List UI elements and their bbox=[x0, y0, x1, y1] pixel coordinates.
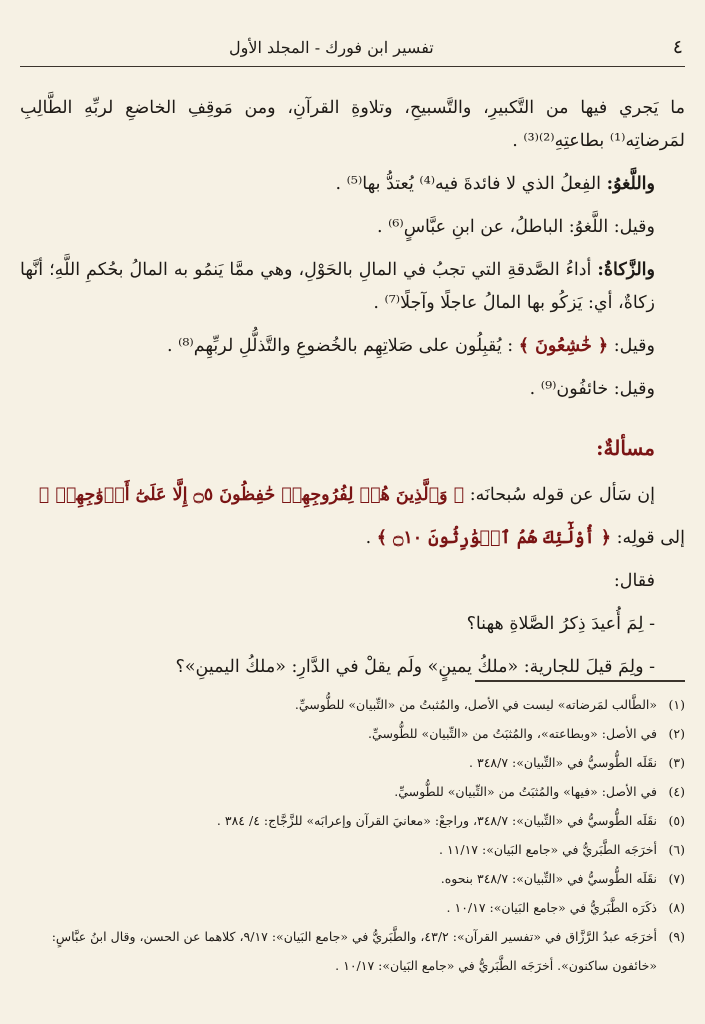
footnote bbox=[20, 777, 685, 806]
footnote-text: أخرَجَه الطَّبَريُّ في «جامع البَيان»: ١١/١٧ . bbox=[438, 842, 657, 857]
question-intro: إن سَأل عن قوله سُبحانَه: bbox=[464, 485, 655, 505]
footnote-text: في الأصل: «وبطاعته»، والمُثبَتُ من «التِّبيان» للطُّوسيِّ. bbox=[368, 726, 657, 741]
footnote-number: (٧) bbox=[668, 871, 685, 886]
header-rule bbox=[20, 66, 685, 67]
footnote bbox=[20, 835, 685, 864]
footnote-rule bbox=[475, 680, 685, 682]
footnote-number: (٩) bbox=[668, 929, 685, 944]
paragraph-khaifun: وقيل: خائفُون⁽⁹⁾ . bbox=[529, 379, 655, 399]
question-item-2: - ولِمَ قيلَ للجارية: «ملكُ يمينٍ» ولَم يقلْ في الدَّارِ: «ملكُ اليمينِ»؟ bbox=[175, 657, 655, 677]
footnote-text: «الطَّالب لمَرضاته» ليست في الأصل، والمُثبتُ من «التِّبيان» للطُّوسيِّ. bbox=[294, 697, 657, 712]
footnote bbox=[20, 806, 685, 835]
paragraph-laghw-alt: وقيل: اللَّغوُ: الباطلُ، عن ابنِ عبَّاسٍ⁽⁶⁾ . bbox=[376, 217, 655, 237]
paragraph-zakat bbox=[20, 254, 685, 320]
paragraph-khashiun bbox=[20, 330, 685, 363]
paragraph-laghw bbox=[20, 168, 685, 201]
question-end-mark: . bbox=[365, 528, 377, 548]
running-header-title: تفسير ابن فورك - المجلد الأول bbox=[229, 38, 434, 57]
question-line-2 bbox=[20, 522, 685, 555]
paragraph-prayer-meaning: ما يَجري فيها من التَّكبيرِ، والتَّسبيحِ، وتلاوةِ القرآنِ، ومن مَوقِفِ الخاضعِ لربِّهِ الطَّالِبِ لمَرضاتِه⁽¹⁾ بطاعتِهِ⁽²⁾⁽³⁾ . bbox=[20, 98, 685, 151]
verse-furujihim: ﴿ وَٱلَّذِينَ هُمۡ لِفُرُوجِهِمۡ حَٰفِظُونَ ۝٥ إِلَّا عَلَىٰٓ أَزۡوَٰجِهِمۡ ﴾ bbox=[38, 485, 465, 505]
footnote-number: (٣) bbox=[668, 755, 685, 770]
footnote bbox=[20, 719, 685, 748]
footnote-text: في الأصل: «فيها» والمُثبَتُ من «التِّبيان» للطُّوسيِّ. bbox=[394, 784, 657, 799]
footnote-number: (٢) bbox=[668, 726, 685, 741]
footnote-number: (٤) bbox=[668, 784, 685, 799]
footnote-number: (١) bbox=[668, 697, 685, 712]
khashiun-explanation: : يُقبِلُون على صَلاتِهِم بالخُضوعِ والتَّذلُّلِ لربِّهِم⁽⁸⁾ . bbox=[166, 336, 519, 356]
question-line-1 bbox=[20, 479, 685, 512]
question-continuation: إلى قولِه: bbox=[611, 528, 685, 548]
verse-warithun: ﴿ أُوْلَٰٓئِكَ هُمُ ٱلۡوَٰرِثُونَ ۝١٠ ﴾ bbox=[376, 528, 612, 548]
term-zakat: والزَّكاةُ: bbox=[597, 260, 655, 280]
footnote bbox=[20, 893, 685, 922]
page-number: ٤ bbox=[672, 36, 683, 58]
footnote bbox=[20, 690, 685, 719]
footnote-text: نقَلَه الطُّوسيُّ في «التِّبيان»: ٣٤٨/٧ . bbox=[469, 755, 657, 770]
footnote bbox=[20, 748, 685, 777]
khashiun-intro: وقيل: bbox=[608, 336, 655, 356]
zakat-definition: أداءُ الصَّدقةِ التي تجبُ في المالِ بالحَوْلِ، وهي ممَّا يَنمُو به المالُ بحُكمِ اللَّهِ؛ أنَّها زكاةٌ، أي: يَزكُو بها المالُ عاجلًا وآجلًا⁽⁷⁾ . bbox=[20, 260, 655, 313]
footnote-text: نقَلَه الطُّوسيُّ في «التِّبيان»: ٣٤٨/٧ بنحوه. bbox=[440, 871, 657, 886]
main-text bbox=[20, 92, 685, 694]
footnote bbox=[20, 864, 685, 893]
footnote-text: أخرَجَه عبدُ الرَّزَّاق في «تفسير القرآن»: ٤٣/٢، والطَّبَريُّ في «جامع البَيان»: ٩/١٧، كلاهما عن الحسن، وقال ابنُ عبَّاسٍ: «خائفون ساكنون». أخرَجَه الطَّبَريُّ في «جامع البَيان»: ١٠/١٧ . bbox=[51, 929, 657, 973]
footnote-number: (٨) bbox=[668, 900, 685, 915]
verse-khashiun: ﴿ خَٰشِعُونَ ﴾ bbox=[518, 336, 609, 356]
laghw-definition: الفِعلُ الذي لا فائدةَ فيه⁽⁴⁾ يُعتدُّ بها⁽⁵⁾ . bbox=[335, 174, 607, 194]
footnotes bbox=[20, 690, 685, 980]
footnote-text: ذكَرَه الطَّبَريُّ في «جامع البَيان»: ١٠/١٧ . bbox=[446, 900, 657, 915]
footnote-number: (٥) bbox=[668, 813, 685, 828]
faqal-label: فقال: bbox=[613, 571, 655, 591]
question-item-1: - لِمَ أُعيدَ ذِكرُ الصَّلاةِ ههنا؟ bbox=[466, 614, 655, 634]
section-heading-masala: مسألةٌ: bbox=[596, 436, 655, 460]
footnote bbox=[20, 922, 685, 980]
footnote-number: (٦) bbox=[668, 842, 685, 857]
footnote-text: نقَلَه الطُّوسيُّ في «التِّبيان»: ٣٤٨/٧، وراجعْ: «معانيَ القرآن وإعرابَه» للزَّجَّاج: ٤/ ٣٨٤ . bbox=[216, 813, 657, 828]
term-laghw: واللَّغوُ: bbox=[606, 174, 655, 194]
